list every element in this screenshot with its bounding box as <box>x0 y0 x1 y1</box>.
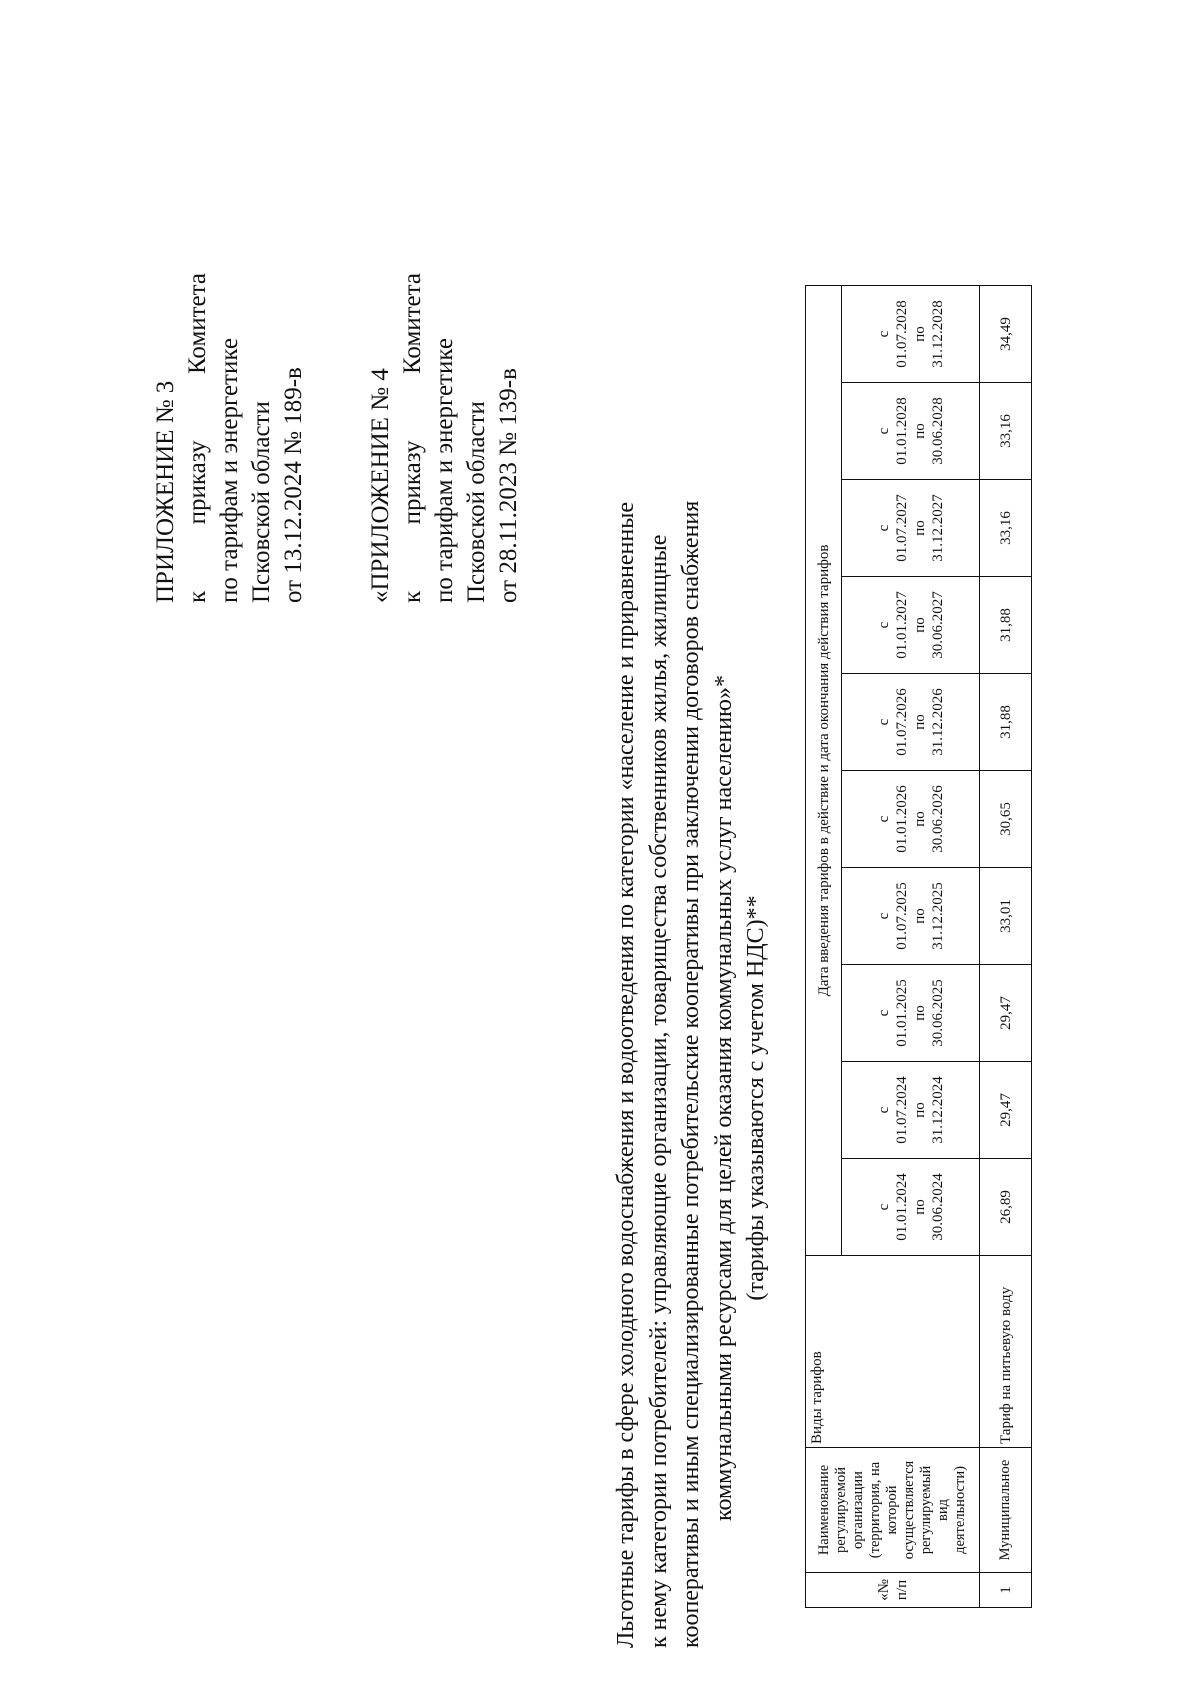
appendix-committee-line: по тарифам и энергетике <box>216 338 243 603</box>
header-period-6: с 01.07.2026 по 31.12.2026 <box>842 674 980 771</box>
header-period-5: с 01.01.2026 по 30.06.2026 <box>842 771 980 868</box>
header-period-7: с 01.01.2027 по 30.06.2027 <box>842 577 980 674</box>
appendix-3-header <box>150 273 310 603</box>
header-tariff-kind: Виды тарифов <box>806 1256 980 1448</box>
header-period-group: Дата введения тарифов в действие и дата окончания действия тарифов <box>806 286 842 1256</box>
title-line: Льготные тарифы в сфере холодного водоснабжения и водоотведения по категории «население и приравненные <box>613 502 639 1648</box>
tariff-value: 34,49 <box>980 286 1032 383</box>
header-period-1: с 01.01.2024 по 30.06.2024 <box>842 1159 980 1256</box>
tariff-value: 33,01 <box>980 868 1032 965</box>
appendix-region-line: Псковской области <box>248 401 275 603</box>
appendix-order-line: к приказу Комитета <box>399 273 426 603</box>
row-organization: Муниципальное <box>980 1448 1032 1573</box>
header-number: «№ п/п <box>806 1573 980 1608</box>
title-line: коммунальными ресурсами для целей оказания коммунальных услуг населению»* <box>710 675 737 1521</box>
header-organization: Наименование регулируемой организации (территория, на которой осуществляется регулируемый вид деятельности) <box>806 1448 980 1573</box>
appendix-date-line: от 28.11.2023 № 139-в <box>495 368 522 603</box>
header-period-4: с 01.07.2025 по 31.12.2025 <box>842 868 980 965</box>
tariff-value: 29,47 <box>980 965 1032 1062</box>
tariff-value: 26,89 <box>980 1159 1032 1256</box>
title-line: к нему категории потребителей: управляющие организации, товарищества собственников жилья, жилищные <box>645 534 672 1648</box>
header-period-2: с 01.07.2024 по 31.12.2024 <box>842 1062 980 1159</box>
header-period-3: с 01.01.2025 по 30.06.2025 <box>842 965 980 1062</box>
appendix-4-header <box>365 273 525 603</box>
appendix-region-line: Псковской области <box>463 401 490 603</box>
tariff-value: 33,16 <box>980 383 1032 480</box>
tariff-value: 33,16 <box>980 480 1032 577</box>
appendix-title: «ПРИЛОЖЕНИЕ № 4 <box>367 368 394 603</box>
tariff-value: 31,88 <box>980 674 1032 771</box>
tariff-table <box>805 285 1032 1608</box>
row-tariff-kind: Тариф на питьевую воду <box>980 1256 1032 1448</box>
appendix-committee-line: по тарифам и энергетике <box>431 338 458 603</box>
row-number: 1 <box>980 1573 1032 1608</box>
tariff-value: 31,88 <box>980 577 1032 674</box>
tariff-value: 29,47 <box>980 1062 1032 1159</box>
appendix-date-line: от 13.12.2024 № 189-в <box>280 367 307 603</box>
header-period-10: с 01.07.2028 по 31.12.2028 <box>842 286 980 383</box>
appendix-title: ПРИЛОЖЕНИЕ № 3 <box>152 380 179 603</box>
header-period-9: с 01.01.2028 по 30.06.2028 <box>842 383 980 480</box>
appendix-order-line: к приказу Комитета <box>184 273 211 603</box>
title-line: кооперативы и иным специализированные потребительские кооперативы при заключении договоров снабжения <box>678 500 704 1648</box>
tariff-value: 30,65 <box>980 771 1032 868</box>
header-period-8: с 01.07.2027 по 31.12.2027 <box>842 480 980 577</box>
document-title <box>610 500 773 1648</box>
title-line: (тарифы указываются с учетом НДС)** <box>743 895 769 1301</box>
